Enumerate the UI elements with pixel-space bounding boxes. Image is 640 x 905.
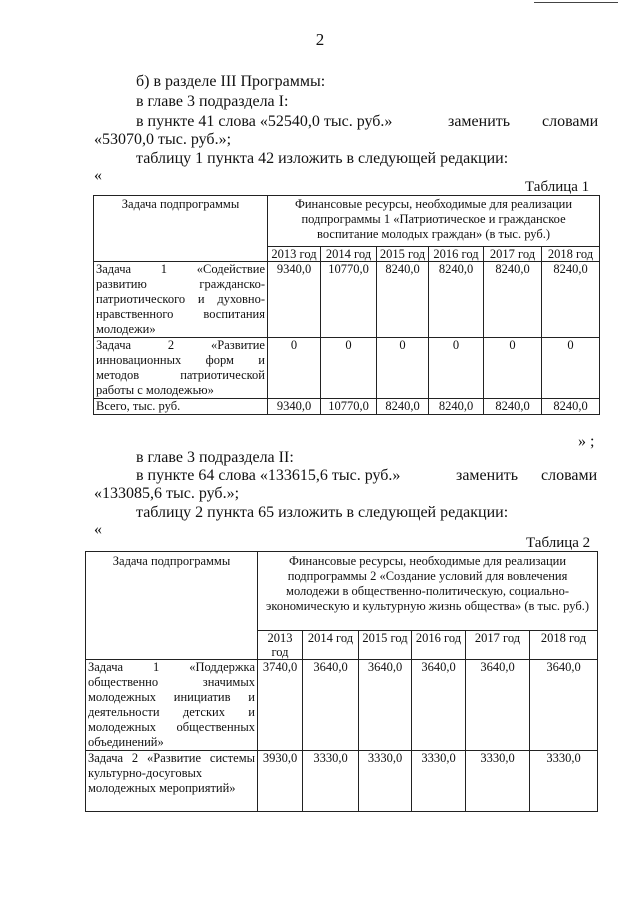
table1-cell: 0 bbox=[542, 338, 600, 399]
table2-cell: 3330,0 bbox=[530, 751, 598, 812]
quote-open-2: « bbox=[94, 521, 102, 538]
table-row bbox=[86, 751, 598, 812]
table2-cell: 3330,0 bbox=[412, 751, 466, 812]
table1-cell: 10770,0 bbox=[321, 262, 377, 338]
table1-task-2: Задача 2 «Развитие инновационных форм и методов патриотической работы с молодежью» bbox=[94, 338, 268, 399]
table2-caption: Таблица 2 bbox=[526, 535, 591, 551]
table1-cell: 10770,0 bbox=[321, 399, 377, 415]
table-row bbox=[94, 399, 600, 415]
table1-cell: 8240,0 bbox=[542, 399, 600, 415]
table1-cell: 0 bbox=[484, 338, 542, 399]
table2-cell: 3640,0 bbox=[359, 660, 412, 751]
table-row bbox=[86, 660, 598, 751]
table2-year: 2018 год bbox=[530, 631, 598, 660]
table2-year: 2017 год bbox=[466, 631, 530, 660]
table2-cell: 3640,0 bbox=[466, 660, 530, 751]
table-1 bbox=[93, 195, 600, 415]
table1-caption: Таблица 1 bbox=[525, 179, 590, 195]
table1-cell: 9340,0 bbox=[268, 262, 321, 338]
table1-cell: 8240,0 bbox=[542, 262, 600, 338]
table1-cell: 8240,0 bbox=[484, 262, 542, 338]
mid-line-2a: в пункте 64 слова «133615,6 тыс. руб.» bbox=[136, 467, 401, 484]
table2-task-2: Задача 2 «Развитие системы культурно-досуговых молодежных мероприятий» bbox=[86, 751, 258, 812]
table-row bbox=[94, 338, 600, 399]
intro-line-3c: словами bbox=[542, 113, 599, 130]
table2-year: 2016 год bbox=[412, 631, 466, 660]
quote-close-1: » ; bbox=[578, 433, 595, 450]
table2-cell: 3330,0 bbox=[359, 751, 412, 812]
table1-year: 2013 год bbox=[268, 247, 321, 262]
table2-year: 2013 год bbox=[258, 631, 303, 660]
table1-cell: 8240,0 bbox=[377, 262, 429, 338]
table-2 bbox=[85, 551, 598, 812]
header-rule bbox=[534, 2, 618, 3]
table1-cell: 8240,0 bbox=[377, 399, 429, 415]
table2-year: 2015 год bbox=[359, 631, 412, 660]
table1-year: 2018 год bbox=[542, 247, 600, 262]
intro-line-2: в главе 3 подраздела I: bbox=[136, 93, 289, 110]
table1-cell: 9340,0 bbox=[268, 399, 321, 415]
table2-year: 2014 год bbox=[303, 631, 359, 660]
table2-cell: 3930,0 bbox=[258, 751, 303, 812]
page-number: 2 bbox=[315, 30, 325, 49]
table1-year: 2016 год bbox=[429, 247, 484, 262]
table2-cell: 3330,0 bbox=[466, 751, 530, 812]
table1-cell: 0 bbox=[377, 338, 429, 399]
table2-cell: 3640,0 bbox=[530, 660, 598, 751]
table1-cell: 0 bbox=[321, 338, 377, 399]
table1-header-finance: Финансовые ресурсы, необходимые для реализации подпрограммы 1 «Патриотическое и гражданское воспитание молодых граждан» (в тыс. руб.) bbox=[268, 196, 600, 247]
mid-line-1: в главе 3 подраздела II: bbox=[136, 449, 294, 466]
table1-cell: 0 bbox=[268, 338, 321, 399]
table1-year: 2014 год bbox=[321, 247, 377, 262]
table2-cell: 3740,0 bbox=[258, 660, 303, 751]
table2-header-finance: Финансовые ресурсы, необходимые для реализации подпрограммы 2 «Создание условий для вовлечения молодежи в общественно-политическую, социально-экономическую и культурную жизнь общества» (в тыс. руб.) bbox=[258, 552, 598, 631]
table2-task-1: Задача 1 «Поддержка общественно значимых молодежных инициатив и деятельности детских и молодежных общественных объединений» bbox=[86, 660, 258, 751]
table1-cell: 8240,0 bbox=[484, 399, 542, 415]
table1-header-task: Задача подпрограммы bbox=[94, 196, 268, 262]
intro-line-4: «53070,0 тыс. руб.»; bbox=[94, 131, 232, 148]
quote-open-1: « bbox=[94, 167, 102, 184]
table1-cell: 0 bbox=[429, 338, 484, 399]
intro-line-1: б) в разделе III Программы: bbox=[136, 73, 326, 90]
mid-line-2c: словами bbox=[541, 467, 598, 484]
intro-line-5: таблицу 1 пункта 42 изложить в следующей редакции: bbox=[136, 150, 509, 167]
table2-cell: 3640,0 bbox=[303, 660, 359, 751]
mid-line-3: «133085,6 тыс. руб.»; bbox=[94, 485, 240, 502]
table-row bbox=[94, 262, 600, 338]
table2-cell: 3330,0 bbox=[303, 751, 359, 812]
intro-line-3a: в пункте 41 слова «52540,0 тыс. руб.» bbox=[136, 113, 393, 130]
mid-line-2b: заменить bbox=[456, 467, 519, 484]
table1-year: 2015 год bbox=[377, 247, 429, 262]
table2-cell: 3640,0 bbox=[412, 660, 466, 751]
mid-line-4: таблицу 2 пункта 65 изложить в следующей редакции: bbox=[136, 504, 509, 521]
table1-year: 2017 год bbox=[484, 247, 542, 262]
table1-cell: 8240,0 bbox=[429, 399, 484, 415]
intro-line-3b: заменить bbox=[448, 113, 511, 130]
table2-header-task: Задача подпрограммы bbox=[86, 552, 258, 660]
table1-total-label: Всего, тыс. руб. bbox=[94, 399, 268, 415]
table1-cell: 8240,0 bbox=[429, 262, 484, 338]
table1-task-1: Задача 1 «Содействие развитию гражданско-патриотического и духовно-нравственного воспитания молодежи» bbox=[94, 262, 268, 338]
